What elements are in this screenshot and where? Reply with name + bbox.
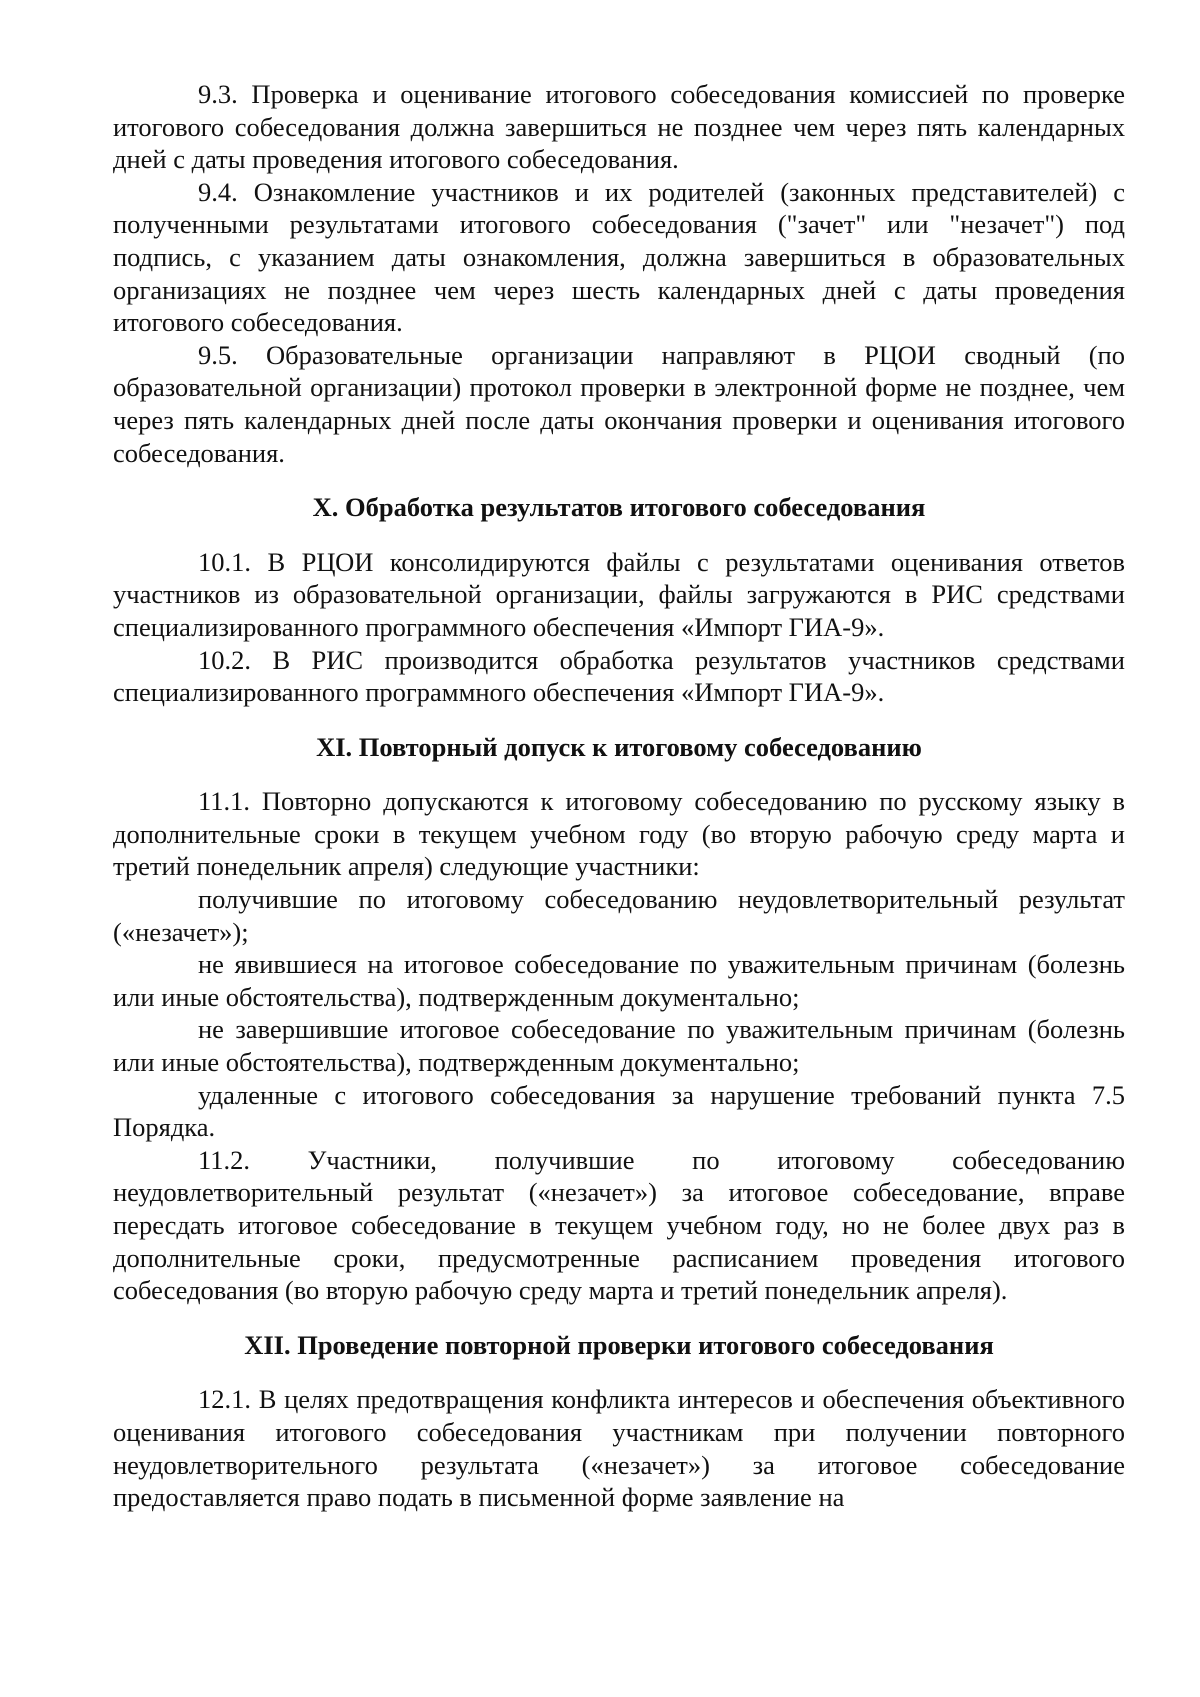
list-item-unsatisfactory: получившие по итоговому собеседованию неудовлетворительный результат («незачет»);	[113, 884, 1125, 947]
paragraph-9-3: 9.3. Проверка и оценивание итогового собеседования комиссией по проверке итогового собеседования должна завершиться не позднее чем через пять календарных дней с даты проведения итогового собеседования.	[113, 79, 1125, 175]
list-item-not-completed: не завершившие итоговое собеседование по уважительным причинам (болезнь или иные обстоятельства), подтвержденным документально;	[113, 1014, 1125, 1078]
document-page	[113, 78, 1125, 1514]
paragraph-11-2: 11.2. Участники, получившие по итоговому собеседованию неудовлетворительный результат («незачет») за итоговое собеседование, вправе пересдать итоговое собеседование в текущем учебном году, но не более двух раз в дополнительные сроки, предусмотренные расписанием проведения итогового собеседования (во вторую рабочую среду марта и третий понедельник апреля).	[113, 1144, 1125, 1306]
list-item-absent: не явившиеся на итоговое собеседование по уважительным причинам (болезнь или иные обстоятельства), подтвержденным документально;	[113, 949, 1125, 1012]
section-12-heading: XII. Проведение повторной проверки итогового собеседования	[244, 1329, 994, 1360]
paragraph-9-4: 9.4. Ознакомление участников и их родителей (законных представителей) с полученными результатами итогового собеседования ("зачет" или "незачет") под подпись, с указанием даты ознакомления, должна завершиться в образовательных организациях не позднее чем через шесть календарных дней с даты проведения итогового собеседования.	[113, 176, 1125, 338]
list-item-removed: удаленные с итогового собеседования за нарушение требований пункта 7.5 Порядка.	[113, 1079, 1125, 1143]
section-11-heading: XI. Повторный допуск к итоговому собеседованию	[316, 731, 922, 762]
paragraph-11-1: 11.1. Повторно допускаются к итоговому собеседованию по русскому языку в дополнительные сроки в текущем учебном году (во вторую рабочую среду марта и третий понедельник апреля) следующие участники:	[113, 786, 1125, 882]
paragraph-12-1: 12.1. В целях предотвращения конфликта интересов и обеспечения объективного оценивания итогового собеседования участникам при получении повторного неудовлетворительного результата («незачет») за итоговое собеседование предоставляется право подать в письменной форме заявление на	[113, 1384, 1125, 1513]
paragraph-9-5: 9.5. Образовательные организации направляют в РЦОИ сводный (по образовательной организации) протокол проверки в электронной форме не позднее, чем через пять календарных дней после даты окончания проверки и оценивания итогового собеседования.	[113, 339, 1125, 468]
paragraph-10-1: 10.1. В РЦОИ консолидируются файлы с результатами оценивания ответов участников из образовательной организации, файлы загружаются в РИС средствами специализированного программного обеспечения «Импорт ГИА-9».	[113, 546, 1125, 642]
section-10-heading: X. Обработка результатов итогового собеседования	[312, 492, 926, 523]
paragraph-10-2: 10.2. В РИС производится обработка результатов участников средствами специализированного программного обеспечения «Импорт ГИА-9».	[113, 644, 1125, 708]
